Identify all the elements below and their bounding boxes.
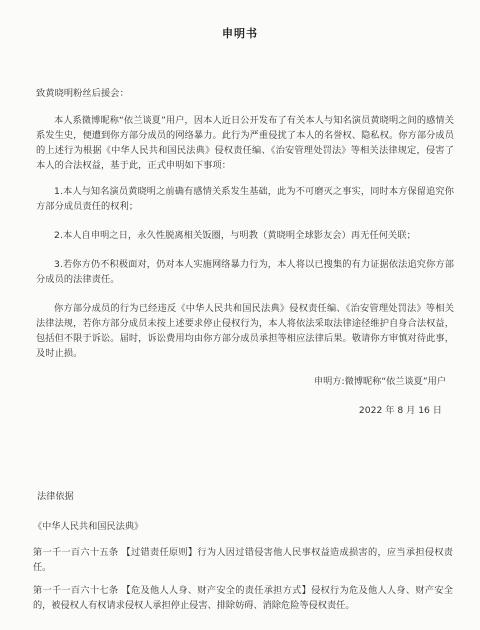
greeting: 致黄晓明粉丝后援会： (36, 88, 129, 99)
paragraph-intro: 本人系微博昵称“依兰谈夏”用户，因本人近日公开发布了有关本人与知名演员黄晓明之间的感情关系发生史，便遭到你方部分成员的网络暴力。此行为严重侵扰了本人的名誉权、隐私权。你方部分成员的上述行为根据《中华人民共和国民法典》侵权责任编、《治安管理处罚法》等相关法律规定，侵害了本人的合法权益，基于此，正式申明如下事项： (36, 115, 454, 171)
legal-basis-heading: 法律依据 (37, 491, 74, 502)
article-1165: 第一千一百六十五条 【过错责任原则】行为人因过错侵害他人民事权益造成损害的，应当承担侵权责任。 (33, 547, 453, 573)
document-date: 2022 年 8 月 16 日 (358, 405, 442, 416)
civil-code-title: 《中华人民共和国民法典》 (33, 521, 144, 532)
article-1167: 第一千一百六十七条 【危及他人人身、财产安全的责任承担方式】侵权行为危及他人人身、财产安全的，被侵权人有权请求侵权人承担停止侵害、排除妨碍、消除危险等侵权责任。 (33, 585, 453, 611)
statement-item-1: 1.本人与知名演员黄晓明之前确有感情关系发生基础，此为不可磨灭之事实，同时本方保留追究你方部分成员责任的权利； (36, 186, 454, 212)
document-title: 申明书 (222, 27, 258, 40)
statement-item-2: 2.本人自申明之日，永久性脱离相关饭圈，与明教（黄晓明全球影友会）再无任何关联； (54, 230, 416, 241)
declarant-signature: 申明方:微博昵称“依兰谈夏”用户 (313, 376, 446, 387)
paragraph-warning: 你方部分成员的行为已经违反《中华人民共和国民法典》侵权责任编、《治安管理处罚法》等相关法律法规，若你方部分成员未按上述要求停止侵权行为，本人将依法采取法律途径维护自身合法权益，包括但不限于诉讼。届时，诉讼费用均由你方部分成员承担等相应法律后果。敬请你方审慎对待此事，及时止损。 (36, 303, 454, 359)
statement-item-3: 3.若你方仍不积极面对，仍对本人实施网络暴力行为，本人将以已搜集的有力证据依法追究你方部分成员的法律责任。 (36, 259, 454, 285)
